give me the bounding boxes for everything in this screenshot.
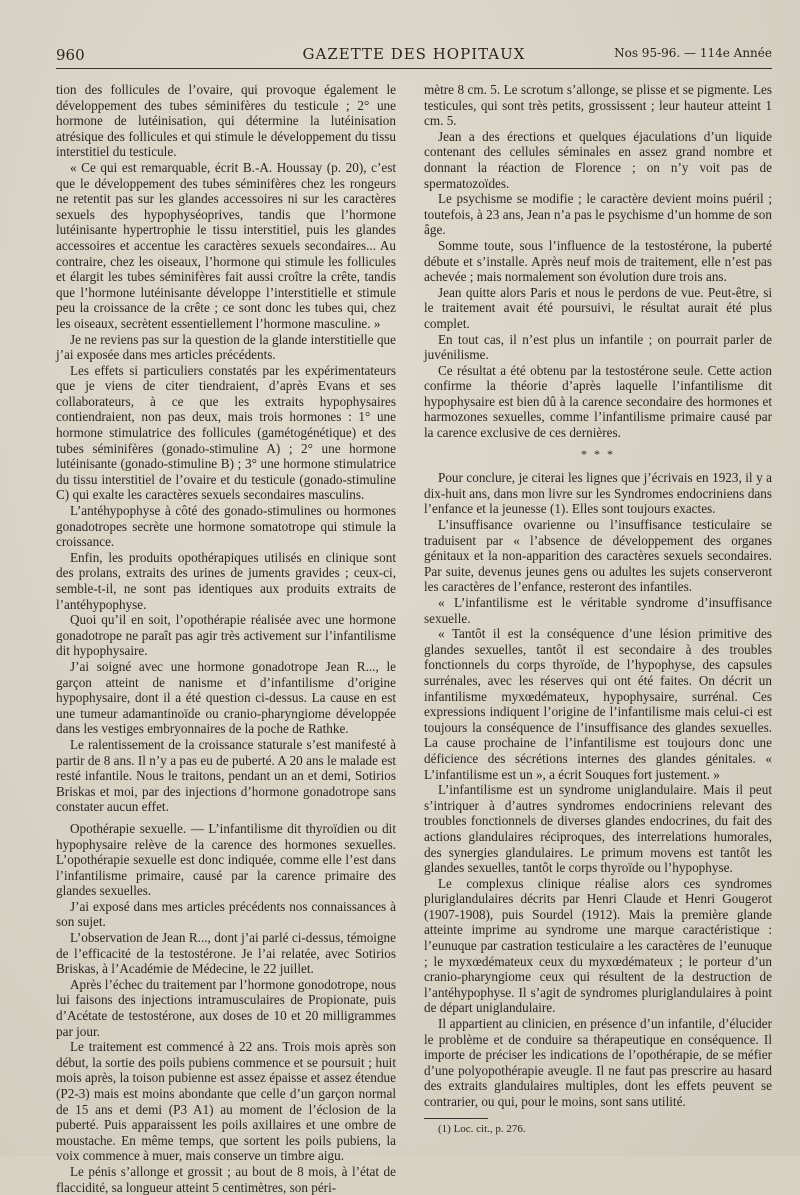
paragraph: L’insuffisance ovarienne ou l’insuffisance testiculaire se traduisent par « l’absence de développement des organes génitaux et la non-apparition des caractères sexuels secondaires. Par suite, devenus jeunes gens ou adultes les sujets conserveront les caractères de l’enfance, resteront des infantiles. xyxy=(424,517,772,595)
paragraph: Après l’échec du traitement par l’hormone gonodotrope, nous lui faisons des injections intramusculaires de Propionate, puis d’Acétate de testostérone, aux doses de 10 et 20 milligrammes par jour. xyxy=(56,976,396,1039)
paragraph: Jean quitte alors Paris et nous le perdons de vue. Peut-être, si le traitement avait été poursuivi, le résultat aurait été plus complet. xyxy=(424,284,772,331)
paragraph: Les effets si particuliers constatés par les expérimentateurs que je viens de citer tiendraient, d’après Evans et ses collaborateurs, à ce que les extraits hypophysaires contiendraient, non pas deux, mais trois hormones : 1° une hormone stimulatrice des follicules (gamétogénétique) et des tubes séminifères (gonado-stimuline A) ; 2° une hormone lutéinisante (gonado-stimuline B) ; 3° une hormone stimulatrice du tissu interstitiel de l’ovaire et du testicule (gonado-stimuline C) qui exalte les caractères sexuels secondaires masculins. xyxy=(56,362,396,503)
section-heading-paragraph: Opothérapie sexuelle. — L’infantilisme dit thyroïdien ou dit hypophysaire relève de la carence des hormones sexuelles. L’opothérapie sexuelle est donc indiquée, comme elle l’est dans l’infantilisme primaire, causé par la carence primaire des glandes sexuelles. xyxy=(56,820,396,899)
paragraph: tion des follicules de l’ovaire, qui provoque également le développement des tubes séminifères du testicule ; 2° une hormone de lutéinisation, qui détermine la lutéinisation atrésique des follicules et qui stimule le développement du tissu interstitiel du testicule. xyxy=(56,82,396,160)
left-column xyxy=(56,82,396,1195)
section-separator: * * * xyxy=(581,446,615,461)
paragraph: Enfin, les produits opothérapiques utilisés en clinique sont des prolans, extraits des urines de juments gravides ; ceux-ci, semble-t-il, ne sont pas identiques aux produits extraits de l’antéhypophyse. xyxy=(56,549,396,612)
journal-title: GAZETTE DES HOPITAUX xyxy=(302,45,526,63)
footnote: (1) Loc. cit., p. 276. xyxy=(438,1122,526,1135)
paragraph: mètre 8 cm. 5. Le scrotum s’allonge, se plisse et se pigmente. Les testicules, qui sont très petits, grossissent ; leur hauteur atteint 1 cm. 5. xyxy=(424,82,772,129)
paragraph: Il appartient au clinicien, en présence d’un infantile, d’élucider le problème et de conduire sa thérapeutique en conséquence. Il importe de préciser les indications de l’opothérapie, de se méfier d’une polyopothérapie aveugle. Il ne faut pas prescrire au hasard des extraits glandulaires multiples, dont les effets peuvent se contrarier, ou qui, pour le moins, sont sans utilité. xyxy=(424,1016,772,1109)
paragraph: L’antéhypophyse à côté des gonado-stimulines ou hormones gonadotropes secrète une hormone somatotrope qui stimule la croissance. xyxy=(56,503,396,550)
paragraph: J’ai exposé dans mes articles précédents nos connaissances à son sujet. xyxy=(56,898,396,930)
paragraph: Le pénis s’allonge et grossit ; au bout de 8 mois, à l’état de flaccidité, sa longueur atteint 5 centimètres, son péri- xyxy=(56,1163,396,1195)
paragraph: Le traitement est commencé à 22 ans. Trois mois après son début, la sortie des poils pubiens commence et se poursuit ; huit mois après, la toison pubienne est assez épaisse et assez étendue (P2-3) mais est moins abondante que celle d’un garçon normal de 15 ans et demi (P3 A1) au moment de l’éclosion de la puberté. Puis apparaissent les poils axillaires et une ombre de moustache. En même temps, que sortent les poils pubiens, la voix commence à muer, mais conserve un timbre aigu. xyxy=(56,1039,396,1164)
paragraph: L’infantilisme est un syndrome uniglandulaire. Mais il peut s’intriquer à d’autres syndromes endocriniens relevant des troubles fonctionnels de diverses glandes endocrines, du fait des actions glandulaires réciproques, des interrelations humorales, des synergies glandulaires. Le primum movens est tantôt les glandes sexuelles, tantôt le corps thyroïde ou l’hypophyse. xyxy=(424,782,772,876)
right-column xyxy=(424,82,772,1136)
paragraph: Pour conclure, je citerai les lignes que j’écrivais en 1923, il y a dix-huit ans, dans mon livre sur les Syndromes endocriniens dans l’enfance et la jeunesse (1). Elles sont toujours exactes. xyxy=(424,470,772,517)
paragraph: Le complexus clinique réalise alors ces syndromes pluriglandulaires décrits par Henri Claude et Henri Gougerot (1907-1908), puis Sourdel (1912). Mais la première glande atteinte imprime au syndrome une marque caractéristique : l’eunuque par castration testiculaire a les caractères de l’eunuque ; le myxœdémateux ceux du myxœdémateux ; le porteur d’un cranio-pharyngiome ceux qui résultent de la destruction de l’antéhypophyse. Il s’agit de syndromes pluriglandulaires à point de départ uniglandulaire. xyxy=(424,875,772,1016)
paragraph: En tout cas, il n’est plus un infantile ; on pourrait parler de juvénilisme. xyxy=(424,331,772,363)
paragraph: Le psychisme se modifie ; le caractère devient moins puéril ; toutefois, à 23 ans, Jean n’a pas le psychisme d’un homme de son âge. xyxy=(424,191,772,238)
page-header xyxy=(56,44,772,69)
paragraph: Somme toute, sous l’influence de la testostérone, la puberté débute et s’installe. Après neuf mois de traitement, elle n’est pas achevée ; mais normalement son évolution dure trois ans. xyxy=(424,237,772,285)
paragraph: Quoi qu’il en soit, l’opothérapie réalisée avec une hormone gonadotrope ne paraît pas agir très activement sur l’infantilisme dit hypophysaire. xyxy=(56,612,396,659)
paragraph: « Ce qui est remarquable, écrit B.-A. Houssay (p. 20), c’est que le développement des tubes séminifères chez les rongeurs ne retentit pas sur les glandes accessoires ni sur les caractères sexuels des hypophyséoprives, tandis que l’hormone lutéinisante hypertrophie le tissu interstitiel, puis les glandes accessoires et accentue les caractères sexuels secondaires... Au contraire, chez les oiseaux, l’hormone qui stimule les follicules et élargit les tubes séminifères fait aussi croître la crête, tandis que l’hormone lutéinisante développe l’interstitielle et stimule peu la croissance de la crête ; ce sont donc les tubes qui, chez les oiseaux, secrètent essentiellement l’hormone masculine. » xyxy=(56,159,396,331)
footnote-rule xyxy=(424,1118,488,1119)
paragraph: « Tantôt il est la conséquence d’une lésion primitive des glandes sexuelles, tantôt il est secondaire à des troubles fonctionnels du corps thyroïde, de l’hypophyse, des capsules surrénales, avec les réserves qui ont été faites. On décrit un infantilisme myxœdémateux, hypophysaire, surrénal. Ces expressions indiquent l’origine de l’infantilisme mais celui-ci est toujours la conséquence de l’insuffisance des glandes sexuelles. La cause prochaine de l’infantilisme est toujours donc une déficience des sécrétions internes des glandes génitales. « L’infantilisme est un », a écrit Souques fort justement. » xyxy=(424,626,772,782)
paragraph: Je ne reviens pas sur la question de la glande interstitielle que j’ai exposée dans mes articles précédents. xyxy=(56,331,396,363)
issue-label: Nos 95-96. — 114e Année xyxy=(614,46,772,60)
page-number: 960 xyxy=(56,46,85,64)
paragraph: « L’infantilisme est le véritable syndrome d’insuffisance sexuelle. xyxy=(424,595,772,626)
paragraph: L’observation de Jean R..., dont j’ai parlé ci-dessus, témoigne de l’efficacité de la testostérone. Je l’ai relatée, avec Sotirios Briskas, à l’Académie de Médecine, le 22 juillet. xyxy=(56,930,396,977)
paragraph: J’ai soigné avec une hormone gonadotrope Jean R..., le garçon atteint de nanisme et d’infantilisme d’origine hypophysaire, dont il a été question ci-dessus. La cause en est une tumeur adamantinoïde ou cranio-pharyngiome développée dans les vestiges embryonnaires de la poche de Rathke. xyxy=(56,658,396,737)
paragraph: Ce résultat a été obtenu par la testostérone seule. Cette action confirme la théorie d’après laquelle l’infantilisme dit hypophysaire est bien dû à la carence secondaire des hormones et harmozones sexuelles, comme l’infantilisme primaire causé par la carence exclusive de ces dernières. xyxy=(424,362,772,441)
paragraph: Jean a des érections et quelques éjaculations d’un liquide contenant des cellules séminales en assez grand nombre et donnant la réaction de Florence ; on n’y voit pas de spermatozoïdes. xyxy=(424,128,772,191)
paragraph: Le ralentissement de la croissance staturale s’est manifesté à partir de 8 ans. Il n’y a pas eu de puberté. A 20 ans le malade est resté infantile. Nous le traitons, pendant un an et demi, Sotirios Briskas et moi, par des injections d’hormone gonadotrope sans constater aucun effet. xyxy=(56,736,396,815)
